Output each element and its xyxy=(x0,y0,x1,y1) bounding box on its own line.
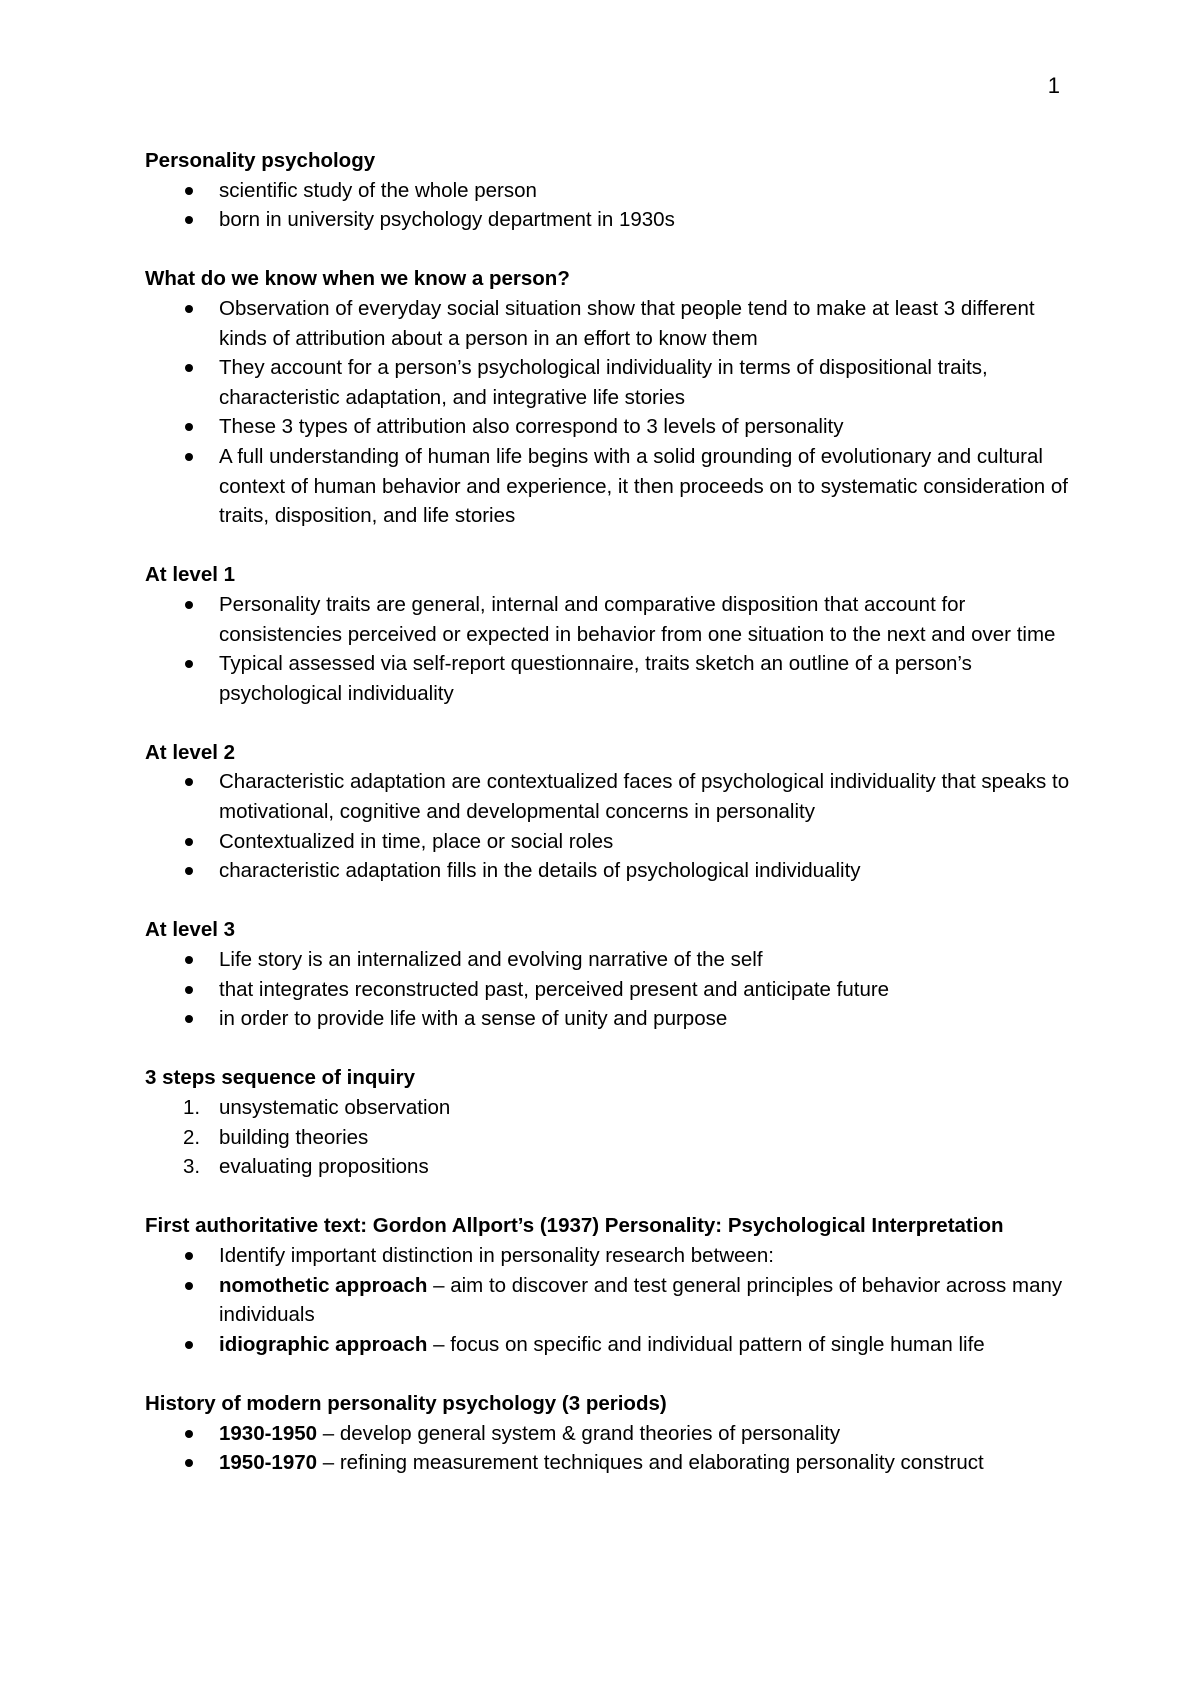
section-know-a-person xyxy=(145,264,1075,530)
section-heading: History of modern personality psychology (3 periods) xyxy=(145,1391,667,1415)
list-item-text: building theories xyxy=(219,1125,369,1149)
list-item: in order to provide life with a sense of unity and purpose xyxy=(219,1004,1075,1034)
document-body xyxy=(145,146,1075,1507)
list-item: Contextualized in time, place or social roles xyxy=(219,827,1075,857)
section-level-2 xyxy=(145,738,1075,886)
section-heading: At level 1 xyxy=(145,563,236,587)
list-item xyxy=(219,1419,1075,1449)
list-item: that integrates reconstructed past, perceived present and anticipate future xyxy=(219,975,1075,1005)
list-item xyxy=(183,1123,1075,1153)
list-number: 2. xyxy=(183,1125,201,1149)
list-item xyxy=(219,1448,1075,1478)
list-item: Identify important distinction in personality research between: xyxy=(219,1241,1075,1271)
bullet-list xyxy=(145,1419,1075,1478)
bullet-list xyxy=(145,945,1075,1034)
page-number: 1 xyxy=(1047,73,1060,98)
list-item xyxy=(219,1330,1075,1360)
list-item: Observation of everyday social situation show that people tend to make at least 3 different kinds of attribution about a person in an effort to know them xyxy=(219,294,1075,353)
section-history xyxy=(145,1389,1075,1478)
term-description: – aim to discover and test general principles of behavior across many individuals xyxy=(219,1273,1063,1327)
section-heading: What do we know when we know a person? xyxy=(145,267,570,291)
period-label: 1930-1950 xyxy=(219,1421,318,1445)
list-item: These 3 types of attribution also correspond to 3 levels of personality xyxy=(219,412,1075,442)
list-item xyxy=(183,1093,1075,1123)
bullet-list xyxy=(145,590,1075,708)
period-description: – refining measurement techniques and elaborating personality construct xyxy=(317,1451,984,1475)
list-item-text: unsystematic observation xyxy=(219,1096,451,1119)
term-description: – focus on specific and individual pattern of single human life xyxy=(427,1332,985,1356)
list-item: born in university psychology department in 1930s xyxy=(219,205,1075,235)
bullet-list xyxy=(145,176,1075,235)
list-item-text: evaluating propositions xyxy=(219,1155,429,1179)
section-heading: 3 steps sequence of inquiry xyxy=(145,1066,415,1090)
section-personality-psychology xyxy=(145,146,1075,235)
list-item: They account for a person’s psychological individuality in terms of dispositional traits, characteristic adaptation, and integrative life stories xyxy=(219,353,1075,412)
section-heading: Personality psychology xyxy=(145,149,376,172)
bullet-list xyxy=(145,767,1075,885)
list-item: Personality traits are general, internal and comparative disposition that account for consistencies perceived or expected in behavior from one situation to the next and over time xyxy=(219,590,1075,649)
section-heading: At level 3 xyxy=(145,918,236,942)
list-number: 3. xyxy=(183,1155,201,1179)
term-nomothetic: nomothetic approach xyxy=(219,1273,428,1297)
list-item xyxy=(219,1271,1075,1330)
section-level-3 xyxy=(145,915,1075,1033)
bullet-list xyxy=(145,1241,1075,1359)
list-item: Typical assessed via self-report questionnaire, traits sketch an outline of a person’s psychological individuality xyxy=(219,649,1075,708)
section-inquiry-steps xyxy=(145,1063,1075,1181)
section-heading: At level 2 xyxy=(145,740,236,764)
bullet-list xyxy=(145,294,1075,531)
numbered-list xyxy=(145,1093,1075,1182)
list-item: A full understanding of human life begins with a solid grounding of evolutionary and cultural context of human behavior and experience, it then proceeds on to systematic consideration of traits, disposition, and life stories xyxy=(219,442,1075,531)
section-level-1 xyxy=(145,560,1075,708)
term-idiographic: idiographic approach xyxy=(219,1332,428,1356)
list-item: Characteristic adaptation are contextualized faces of psychological individuality that speaks to motivational, cognitive and developmental concerns in personality xyxy=(219,767,1075,826)
period-label: 1950-1970 xyxy=(219,1451,318,1475)
list-item xyxy=(183,1152,1075,1182)
list-item: scientific study of the whole person xyxy=(219,176,1075,206)
section-allport xyxy=(145,1211,1075,1359)
period-description: – develop general system & grand theories of personality xyxy=(317,1421,841,1445)
list-item: characteristic adaptation fills in the details of psychological individuality xyxy=(219,856,1075,886)
section-heading: First authoritative text: Gordon Allport’s (1937) Personality: Psychological Interpretation xyxy=(145,1214,1004,1238)
list-number: 1. xyxy=(183,1096,201,1119)
list-item: Life story is an internalized and evolving narrative of the self xyxy=(219,945,1075,975)
